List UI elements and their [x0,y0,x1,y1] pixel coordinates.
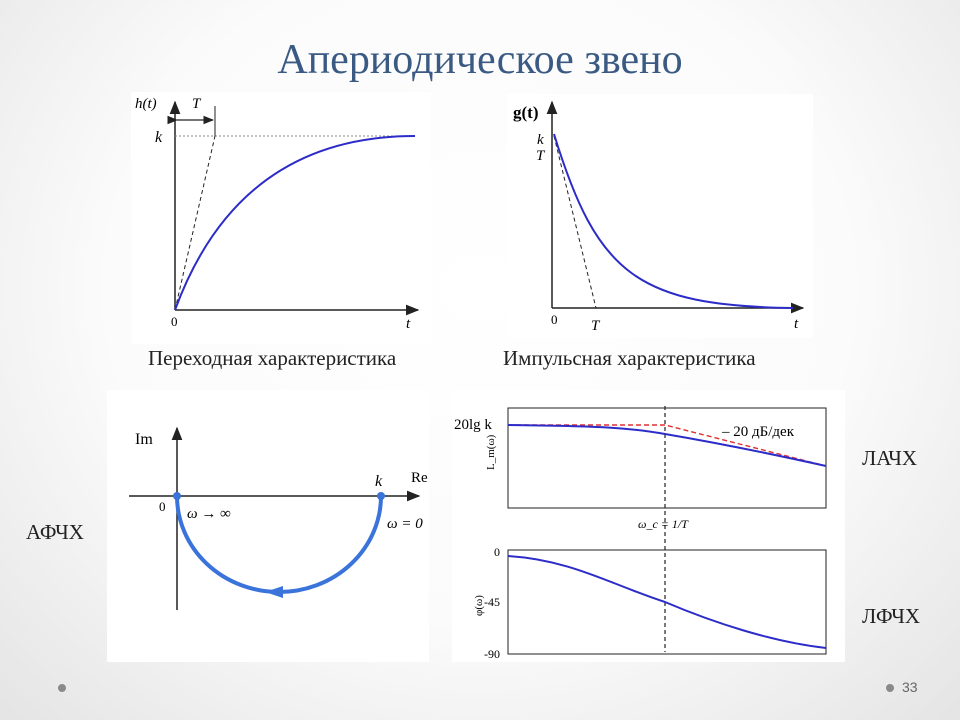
k-label: k [155,129,163,146]
step-response-caption: Переходная характеристика [148,346,397,370]
point-zero [377,492,385,500]
phase-curve [508,556,826,648]
step-response-plot [131,92,431,344]
tangent-line [175,136,215,310]
magnitude-ylabel: L_m(ω) [485,434,497,470]
im-label: Im [135,431,153,448]
phase-side-label: ЛФЧХ [862,604,921,628]
point-infinity [173,492,181,500]
T-label: T [192,96,201,112]
slope-label: – 20 дБ/дек [722,424,794,440]
magnitude-side-label: ЛАЧХ [862,446,918,470]
right-bullet-dot [886,684,894,692]
impulse-response-caption: Импульсная характеристика [503,346,756,370]
y-axis-label: g(t) [513,103,539,122]
step-curve [175,136,415,310]
y-axis-label: h(t) [135,96,157,112]
phase-tick-45: -45 [484,595,500,609]
nyquist-plot [107,390,429,662]
phase-ylabel: φ(ω) [473,595,485,616]
wc-label: ω_c = 1/T [638,517,688,531]
origin-label: 0 [551,312,558,327]
step-response-panel [131,92,431,344]
x-axis-label: t [794,316,799,332]
impulse-response-plot [507,94,813,338]
w-zero-label: ω = 0 [387,516,423,532]
k-over-label: k [537,132,544,148]
nyquist-side-label: АФЧХ [26,520,84,544]
page-number: 33 [902,679,918,695]
magnitude-frame [508,408,826,508]
origin-label: 0 [159,499,166,514]
T-label: T [591,318,600,334]
w-inf-label: ω → ∞ [187,506,231,522]
bode-plot [452,390,845,662]
re-label: Re [411,470,428,486]
direction-arrow [265,586,283,598]
T-under-label: T [536,148,545,164]
x-axis-label: t [406,316,411,332]
phase-tick-90: -90 [484,647,500,661]
k-label: k [375,473,383,490]
nyquist-panel [107,390,429,662]
left-bullet-dot [58,684,66,692]
k-tick-label: 20lg k [454,417,492,433]
bode-panel [452,390,845,662]
origin-label: 0 [171,314,178,329]
phase-tick-0: 0 [494,545,500,559]
impulse-response-panel [507,94,813,338]
slide-title: Апериодическое звено [277,37,683,83]
